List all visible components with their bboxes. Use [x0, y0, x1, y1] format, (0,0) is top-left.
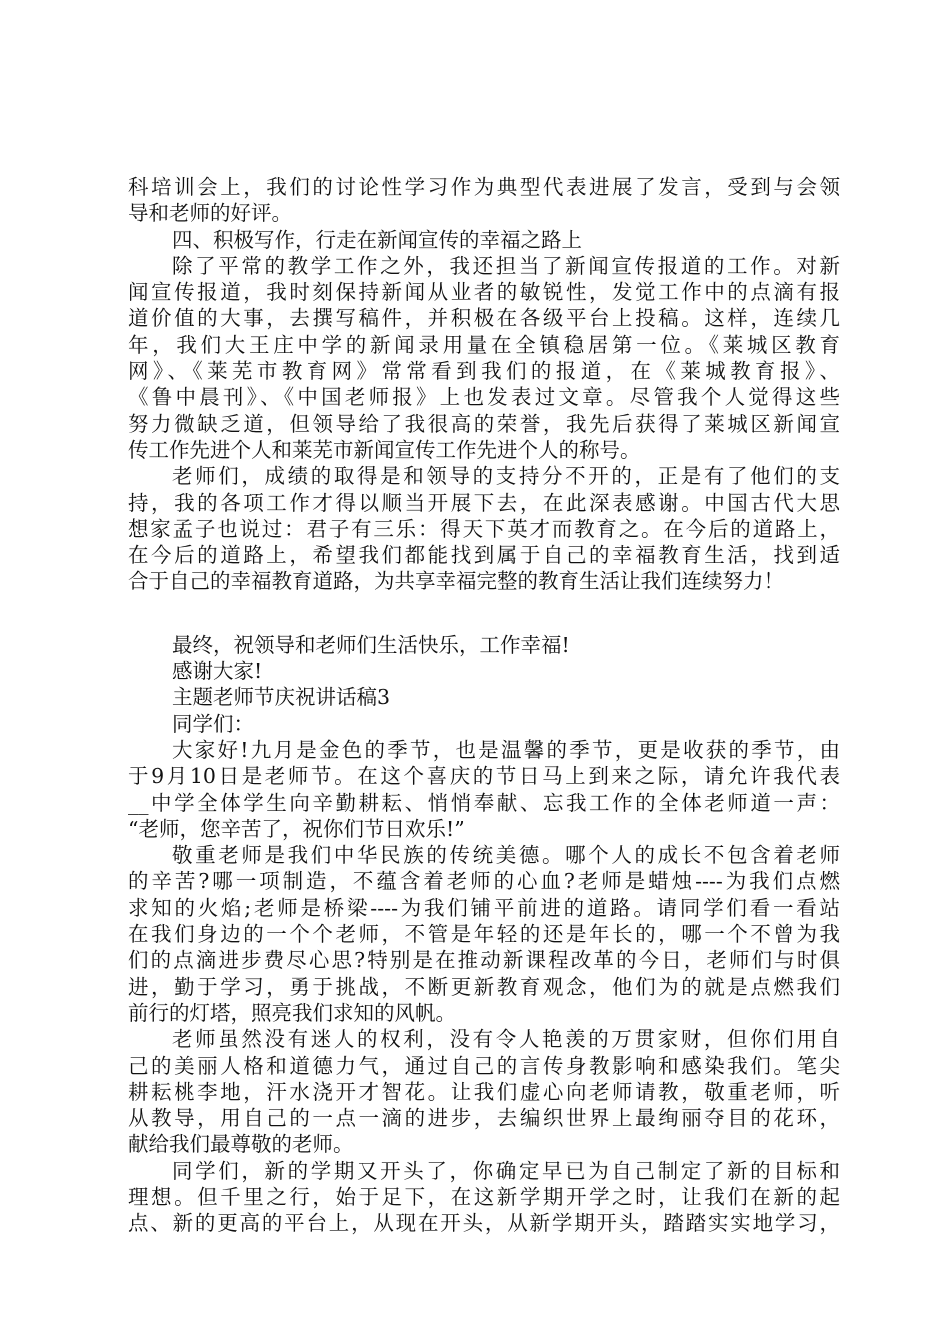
document-body: [128, 174, 840, 1237]
text-line: 大家好!九月是金色的季节，也是温馨的季节，更是收获的季节，由: [172, 737, 840, 762]
text-line: 求知的火焰;老师是桥梁----为我们铺平前进的道路。请同学们看一看站: [128, 895, 840, 920]
text-line: 的辛苦?哪一项制造，不蕴含着老师的心血?老师是蜡烛----为我们点燃: [128, 869, 840, 894]
text-line: 最终，祝领导和老师们生活快乐，工作幸福!: [172, 632, 570, 657]
text-line: 努力微缺乏道，但领导给了我很高的荣誉，我先后获得了莱城区新闻宣: [128, 411, 840, 436]
text-line: 传工作先进个人和莱芜市新闻宣传工作先进个人的称号。: [128, 437, 641, 462]
text-line: 年，我们大王庄中学的新闻录用量在全镇稳居第一位。《莱城区教育: [128, 332, 840, 357]
text-line: 耕耘桃李地，汗水浇开才智花。让我们虚心向老师请教，敬重老师，听: [128, 1079, 840, 1104]
text-line: 敬重老师是我们中华民族的传统美德。哪个人的成长不包含着老师: [172, 843, 840, 868]
text-line: 己的美丽人格和道德力气，通过自己的言传身教影响和感染我们。笔尖: [128, 1053, 840, 1078]
text-line: 从教导，用自己的一点一滴的进步，去编织世界上最绚丽夺目的花环，: [128, 1106, 840, 1131]
text-line: 理想。但千里之行，始于足下，在这新学期开学之时，让我们在新的起: [128, 1184, 840, 1209]
text-line: 同学们：: [172, 711, 254, 736]
text-line: 于9月10日是老师节。在这个喜庆的节日马上到来之际，请允许我代表: [128, 764, 840, 789]
text-line: 持，我的各项工作才得以顺当开展下去，在此深表感谢。中国古代大思: [128, 490, 840, 515]
text-line: 点、新的更高的平台上，从现在开头，从新学期开头，踏踏实实地学习，: [128, 1211, 840, 1236]
text-line: 道价值的大事，去撰写稿件，并积极在各级平台上投稿。这样，连续几: [128, 306, 840, 331]
text-line: __中学全体学生向辛勤耕耘、悄悄奉献、忘我工作的全体老师道一声：: [128, 790, 840, 815]
text-line: 老师虽然没有迷人的权利，没有令人艳羡的万贯家财，但你们用自: [172, 1027, 840, 1052]
text-line: 想家孟子也说过：君子有三乐：得天下英才而教育之。在今后的道路上，: [128, 516, 840, 541]
text-line: 主题老师节庆祝讲话稿3: [172, 685, 391, 710]
text-line: 献给我们最尊敬的老师。: [128, 1132, 354, 1157]
text-line: 四、积极写作，行走在新闻宣传的幸福之路上: [172, 227, 582, 252]
text-line: 同学们，新的学期又开头了，你确定早已为自己制定了新的目标和: [172, 1158, 840, 1183]
text-line: 前行的灯塔，照亮我们求知的风帆。: [128, 1000, 456, 1025]
text-line: 感谢大家!: [172, 659, 263, 684]
text-line: 进，勤于学习，勇于挑战，不断更新教育观念，他们为的就是点燃我们: [128, 974, 840, 999]
text-line: 除了平常的教学工作之外，我还担当了新闻宣传报道的工作。对新: [172, 253, 840, 278]
text-line: 合于自己的幸福教育道路，为共享幸福完整的教育生活让我们连续努力！: [128, 569, 784, 594]
text-line: 在今后的道路上，希望我们都能找到属于自己的幸福教育生活，找到适: [128, 543, 840, 568]
text-line: 《鲁中晨刊》、《中国老师报》上也发表过文章。尽管我个人觉得这些: [128, 385, 840, 410]
text-line: 们的点滴进步费尽心思?特别是在推动新课程改革的今日，老师们与时俱: [128, 948, 840, 973]
text-line: 老师们，成绩的取得是和领导的支持分不开的，正是有了他们的支: [172, 464, 840, 489]
text-line: 闻宣传报道，我时刻保持新闻从业者的敏锐性，发觉工作中的点滴有报: [128, 280, 840, 305]
text-line: 科培训会上，我们的讨论性学习作为典型代表进展了发言，受到与会领: [128, 175, 840, 199]
paragraph-gap: [128, 595, 840, 632]
text-line: 网》、《莱芜市教育网》常常看到我们的报道，在《莱城教育报》、: [128, 359, 840, 384]
text-line: “老师，您辛苦了，祝你们节日欢乐!”: [128, 816, 465, 841]
text-line: 在我们身边的一个个老师，不管是年轻的还是年长的，哪一个不曾为我: [128, 922, 840, 947]
text-line: 导和老师的好评。: [128, 201, 292, 226]
